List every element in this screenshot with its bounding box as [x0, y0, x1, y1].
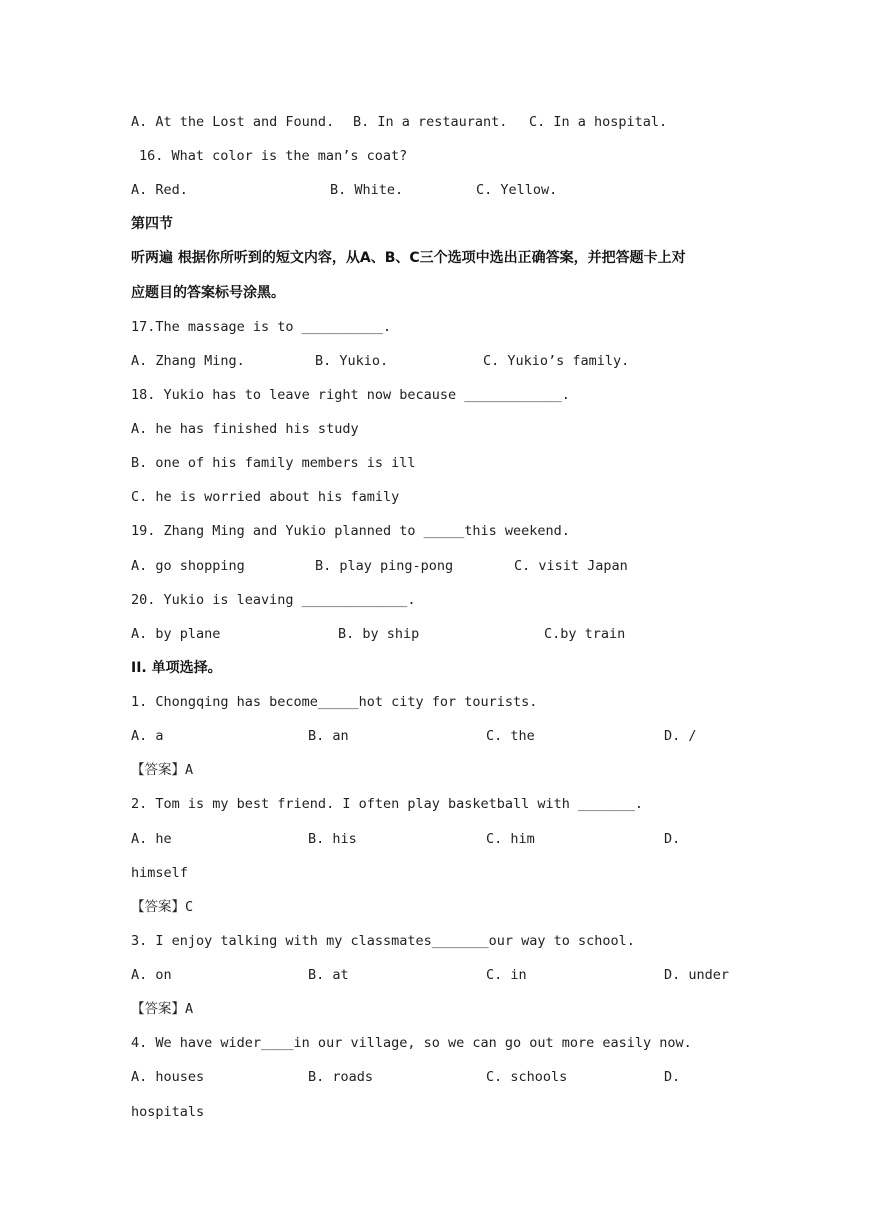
sc-q3-option-d: D. under: [664, 967, 730, 983]
q15-option-c: C. In a hospital.: [529, 114, 668, 130]
sc-q2-option-b: B. his: [308, 831, 357, 847]
q20-stem: 20. Yukio is leaving _____________.: [131, 592, 416, 608]
q20-option-b: B. by ship: [338, 626, 420, 642]
sc-q3-option-b: B. at: [308, 967, 349, 983]
section-4-title: 第四节: [131, 216, 173, 232]
q16-option-a: A. Red.: [131, 182, 188, 198]
sc-q4-option-c: C. schools: [486, 1069, 568, 1085]
sc-q4-option-a: A. houses: [131, 1069, 205, 1085]
sc-q4-stem: 4. We have wider____in our village, so we can go out more easily now.: [131, 1035, 692, 1051]
q18-option-b: B. one of his family members is ill: [131, 455, 416, 471]
q20-option-c: C.by train: [544, 626, 626, 642]
part-2-heading: II. 单项选择。: [131, 660, 222, 676]
q19-option-b: B. play ping-pong: [315, 558, 454, 574]
sc-q4-option-d: D.: [664, 1069, 681, 1085]
q15-option-a: A. At the Lost and Found.: [131, 114, 335, 130]
q16-option-b: B. White.: [330, 182, 404, 198]
section-4-instruction-line2: 应题目的答案标号涂黑。: [131, 285, 285, 301]
sc-q3-answer: 【答案】A: [131, 1001, 194, 1017]
q19-option-c: C. visit Japan: [514, 558, 628, 574]
sc-q2-answer: 【答案】C: [131, 899, 194, 915]
sc-q2-option-c: C. him: [486, 831, 535, 847]
sc-q4-option-d-wrap: hospitals: [131, 1104, 205, 1120]
q20-option-a: A. by plane: [131, 626, 221, 642]
sc-q2-option-d-wrap: himself: [131, 865, 188, 881]
q19-stem: 19. Zhang Ming and Yukio planned to _____this weekend.: [131, 523, 570, 539]
sc-q2-stem: 2. Tom is my best friend. I often play basketball with _______.: [131, 796, 644, 812]
q17-option-b: B. Yukio.: [315, 353, 389, 369]
section-4-instruction-line1: 听两遍 根据你所听到的短文内容，从A、B、C三个选项中选出正确答案，并把答题卡上对: [131, 250, 686, 266]
q17-stem: 17.The massage is to __________.: [131, 319, 392, 335]
sc-q1-option-d: D. /: [664, 728, 697, 744]
sc-q1-answer: 【答案】A: [131, 762, 194, 778]
q17-option-a: A. Zhang Ming.: [131, 353, 245, 369]
sc-q4-option-b: B. roads: [308, 1069, 374, 1085]
sc-q1-option-c: C. the: [486, 728, 535, 744]
sc-q1-option-a: A. a: [131, 728, 164, 744]
q18-stem: 18. Yukio has to leave right now because ____________.: [131, 387, 570, 403]
sc-q3-option-c: C. in: [486, 967, 527, 983]
q18-option-c: C. he is worried about his family: [131, 489, 400, 505]
sc-q1-stem: 1. Chongqing has become_____hot city for tourists.: [131, 694, 538, 710]
sc-q1-option-b: B. an: [308, 728, 349, 744]
q17-option-c: C. Yukio’s family.: [483, 353, 630, 369]
sc-q2-option-a: A. he: [131, 831, 172, 847]
sc-q2-option-d: D.: [664, 831, 681, 847]
q19-option-a: A. go shopping: [131, 558, 245, 574]
q16-stem: 16. What color is the man’s coat?: [139, 148, 408, 164]
q16-option-c: C. Yellow.: [476, 182, 558, 198]
q15-option-b: B. In a restaurant.: [353, 114, 508, 130]
sc-q3-stem: 3. I enjoy talking with my classmates_______our way to school.: [131, 933, 635, 949]
sc-q3-option-a: A. on: [131, 967, 172, 983]
q18-option-a: A. he has finished his study: [131, 421, 359, 437]
